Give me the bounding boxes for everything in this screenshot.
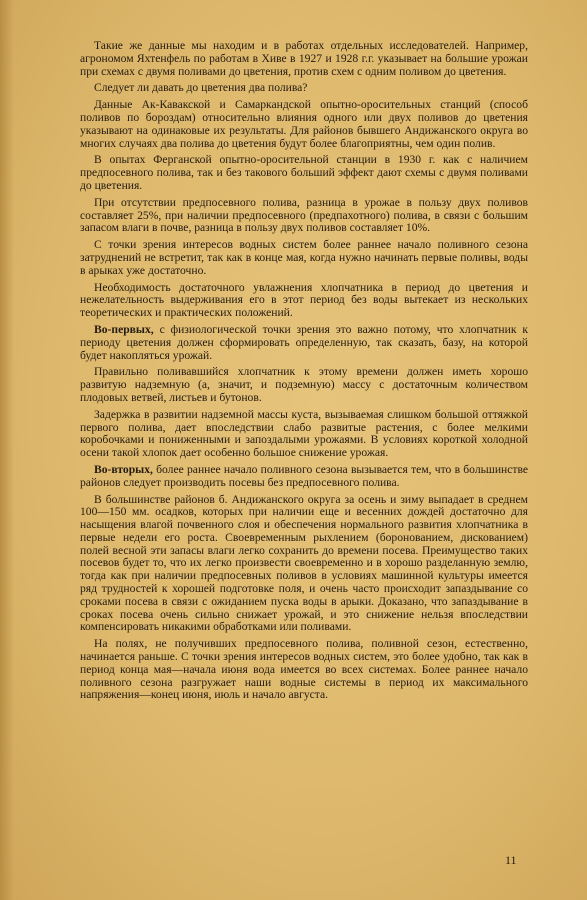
paragraph-1 (80, 40, 528, 78)
paragraph-13-text: На полях, не получивших предпосевного полива, поливной сезон, естественно, начинается раньше. С точки зрения интересов водных систем, это более удобно, так как в период конца мая—начала июня вода имеется во всех системах. Более раннее начало поливного сезона разгружает наши водные системы в период их максимального напряжения—конец июня, июль и начало августа. (80, 637, 528, 702)
page-number: 11 (505, 853, 517, 867)
paragraph-12-text: В большинстве районов б. Андижанского округа за осень и зиму выпадает в среднем 100—150 мм. осадков, которых при наличии еще и весенних дождей достаточно для насыщения влагой почвенного слоя и обеспечения нормального развития хлопчатника в первые недели его роста. Своевременным рыхлением (боронованием, дискованием) полей весной эти запасы влаги легко сохранить до времени посева. Преимущество таких посевов будет то, что их легко произвести своевременно и в хорошо разделанную землю, тогда как при наличии предпосевных поливов в условиях машинной культуры имеется ряд трудностей к хорошей подготовке поля, и очень часто происходит запаздывание со сроками посева в связи с ожиданием пуска воды в арыки. Доказано, что запаздывание в сроках посева очень сильно снижает урожай, и это снижение нельзя впоследствии компенсировать никакими обработками или поливами. (80, 492, 528, 634)
paragraph-7 (80, 282, 528, 320)
paragraph-5 (80, 197, 528, 235)
paragraph-10-text: Задержка в развитии надземной массы куста, вызываемая слишком большой оттяжкой первого полива, дает впоследствии слабо развитые растения, с более мелкими коробочками и пониженными и запоздалыми урожаями. В условиях короткой холодной осени такой хлопок дает особенно большое снижение урожая. (80, 407, 528, 460)
paragraph-9 (80, 366, 528, 404)
paragraph-9-text: Правильно поливавшийся хлопчатник к этому времени должен иметь хорошо развитую надземную (а, значит, и подземную) массу с достаточным количеством плодовых ветвей, листьев и бутонов. (80, 365, 528, 404)
paragraph-8-lead: Во-первых, (94, 322, 154, 336)
paragraph-11-lead: Во-вторых, (94, 462, 153, 476)
paragraph-11-text: более раннее начало поливного сезона вызывается тем, что в большинстве районов следует производить посевы без предпосевного полива. (80, 462, 528, 489)
paragraph-2-text: Следует ли давать до цветения два полива? (94, 81, 308, 95)
paragraph-12 (80, 494, 528, 635)
paragraph-6-text: С точки зрения интересов водных систем более раннее начало поливного сезона затруднений не встретит, так как в конце мая, когда нужно начинать первые поливы, воды в арыках уже достаточно. (80, 238, 528, 277)
paragraph-7-text: Необходимость достаточного увлажнения хлопчатника в период до цветения и нежелательность выдерживания его в этот период без воды вытекает из нескольких теоретических и практических положений. (80, 280, 528, 320)
paragraph-13 (80, 638, 528, 702)
paragraph-11 (80, 464, 528, 490)
paragraph-8 (80, 324, 528, 362)
paragraph-1-text: Такие же данные мы находим и в работах отдельных исследователей. Например, агрономом Яхтенфель по работам в Хиве в 1927 и 1928 г.г. указывает на большие урожаи при схемах с двумя поливами до цветения, против схем с одним поливом до цветения. (80, 39, 528, 78)
paragraph-10 (80, 409, 528, 460)
page-edge-shadow (0, 0, 14, 900)
paragraph-8-text: с физиологической точки зрения это важно потому, что хлопчатник к периоду цветения должен сформировать определенную, так сказать, базу, на которой будет накопляться урожай. (80, 322, 528, 362)
paragraph-5-text: При отсутствии предпосевного полива, разница в урожае в пользу двух поливов составляет 25%, при наличии предпосевного (предпахотного) полива, в связи с большим запасом влаги в почве, разница в пользу двух поливов составляет 10%. (80, 195, 528, 235)
paragraph-4-text: В опытах Ферганской опытно-оросительной станции в 1930 г. как с наличием предпосевного полива, так и без такового больший эффект дают схемы с двумя поливами до цветения. (80, 153, 528, 192)
body-text (80, 40, 528, 706)
paragraph-3-text: Данные Ак-Кавакской и Самаркандской опытно-оросительных станций (способ поливов по бороздам) относительно влияния одного или двух поливов до цветения указывают на одинаковые их результаты. Для районов бывшего Андижанского округа во многих случаях два полива до цветения будут более благоприятны, чем один полив. (80, 98, 528, 150)
paragraph-6 (80, 239, 528, 277)
paragraph-3 (80, 99, 528, 150)
paragraph-4 (80, 154, 528, 192)
paragraph-2 (80, 82, 528, 95)
